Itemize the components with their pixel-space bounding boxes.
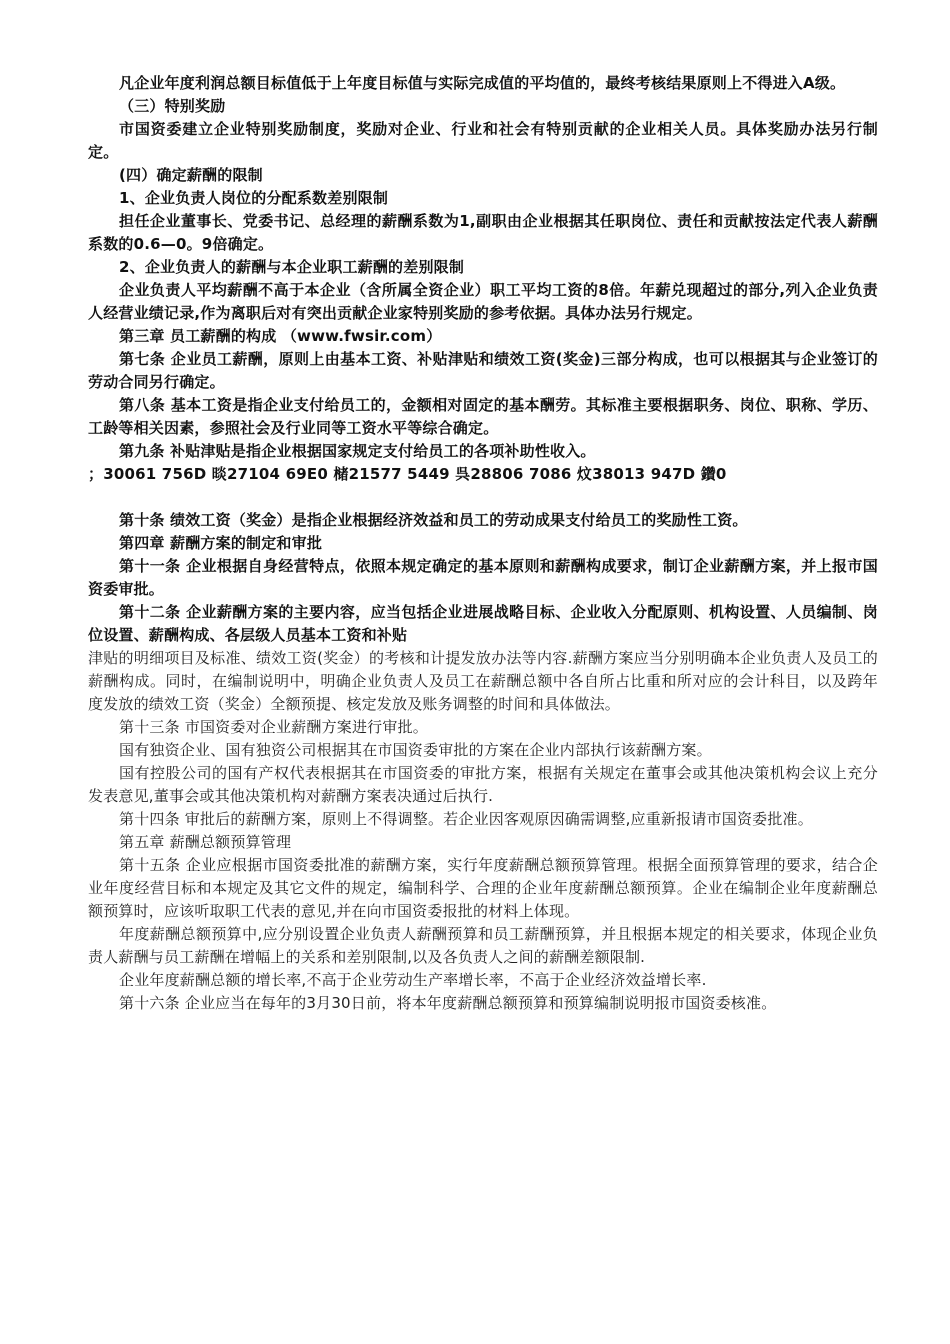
paragraph: 第四章 薪酬方案的制定和审批 [119,534,323,552]
paragraph: 2、企业负责人的薪酬与本企业职工薪酬的差别限制 [119,258,465,276]
paragraph: 第十二条 企业薪酬方案的主要内容，应当包括企业进展战略目标、企业收入分配原则、机构设置、人员编制、岗位设置、薪酬构成、各层级人员基本工资和补贴 [88,603,878,644]
paragraph: 年度薪酬总额预算中,应分别设置企业负责人薪酬预算和员工薪酬预算，并且根据本规定的相关要求，体现企业负责人薪酬与员工薪酬在增幅上的关系和差别限制,以及各负责人之间的薪酬差额限制. [88,925,878,966]
paragraph: (四）确定薪酬的限制 [119,166,263,184]
paragraph: 第十一条 企业根据自身经营特点，依照本规定确定的基本原则和薪酬构成要求，制订企业薪酬方案，并上报市国资委审批。 [88,557,878,598]
paragraph: 第五章 薪酬总额预算管理 [119,833,292,851]
paragraph: 1、企业负责人岗位的分配系数差别限制 [119,189,389,207]
paragraph: 第十五条 企业应根据市国资委批准的薪酬方案，实行年度薪酬总额预算管理。根据全面预算管理的要求，结合企业年度经营目标和本规定及其它文件的规定，编制科学、合理的企业年度薪酬总额预算。企业在编制企业年度薪酬总额预算时，应该听取职工代表的意见,并在向市国资委报批的材料上体现。 [88,856,878,920]
blank-line [88,486,878,509]
paragraph: 第七条 企业员工薪酬，原则上由基本工资、补贴津贴和绩效工资(奖金)三部分构成，也可以根据其与企业签订的劳动合同另行确定。 [88,350,878,391]
paragraph: 第十六条 企业应当在每年的3月30日前，将本年度薪酬总额预算和预算编制说明报市国资委核准。 [119,994,777,1012]
paragraph: 第十三条 市国资委对企业薪酬方案进行审批。 [119,718,428,736]
paragraph: 第八条 基本工资是指企业支付给员工的，金额相对固定的基本酬劳。其标准主要根据职务、岗位、职称、学历、工龄等相关因素，参照社会及行业同等工资水平等综合确定。 [88,396,878,437]
paragraph: 国有独资企业、国有独资公司根据其在市国资委审批的方案在企业内部执行该薪酬方案。 [119,741,712,759]
paragraph: 第三章 员工薪酬的构成 （www.fwsir.com） [119,327,442,345]
paragraph: （三）特别奖励 [119,97,226,115]
paragraph: 市国资委建立企业特别奖励制度，奖励对企业、行业和社会有特别贡献的企业相关人员。具体奖励办法另行制定。 [88,120,878,161]
paragraph: 国有控股公司的国有产权代表根据其在市国资委的审批方案，根据有关规定在董事会或其他决策机构会议上充分发表意见,董事会或其他决策机构对薪酬方案表决通过后执行. [88,764,878,805]
garbled-text-line: ；30061 756D 晱27104 69E0 槠21577 5449 呉28806 7086 炆38013 947D 鑽0 [88,465,727,483]
paragraph: 企业年度薪酬总额的增长率,不高于企业劳动生产率增长率，不高于企业经济效益增长率. [119,971,707,989]
paragraph: 担任企业董事长、党委书记、总经理的薪酬系数为1,副职由企业根据其任职岗位、责任和贡献按法定代表人薪酬系数的0.6—0。9倍确定。 [88,212,878,253]
paragraph: 津贴的明细项目及标准、绩效工资(奖金）的考核和计提发放办法等内容.薪酬方案应当分别明确本企业负责人及员工的薪酬构成。同时，在编制说明中，明确企业负责人及员工在薪酬总额中各自所占比重和所对应的会计科目，以及跨年度发放的绩效工资（奖金）全额预提、核定发放及账务调整的时间和具体做法。 [88,649,878,713]
paragraph: 第九条 补贴津贴是指企业根据国家规定支付给员工的各项补助性收入。 [119,442,596,460]
paragraph: 凡企业年度利润总额目标值低于上年度目标值与实际完成值的平均值的，最终考核结果原则上不得进入A级。 [119,74,846,92]
paragraph: 第十条 绩效工资（奖金）是指企业根据经济效益和员工的劳动成果支付给员工的奖励性工资。 [119,511,748,529]
paragraph: 企业负责人平均薪酬不高于本企业（含所属全资企业）职工平均工资的8倍。年薪兑现超过的部分,列入企业负责人经营业绩记录,作为离职后对有突出贡献企业家特别奖励的参考依据。具体办法另行规定。 [88,281,878,322]
paragraph: 第十四条 审批后的薪酬方案，原则上不得调整。若企业因客观原因确需调整,应重新报请市国资委批准。 [119,810,813,828]
